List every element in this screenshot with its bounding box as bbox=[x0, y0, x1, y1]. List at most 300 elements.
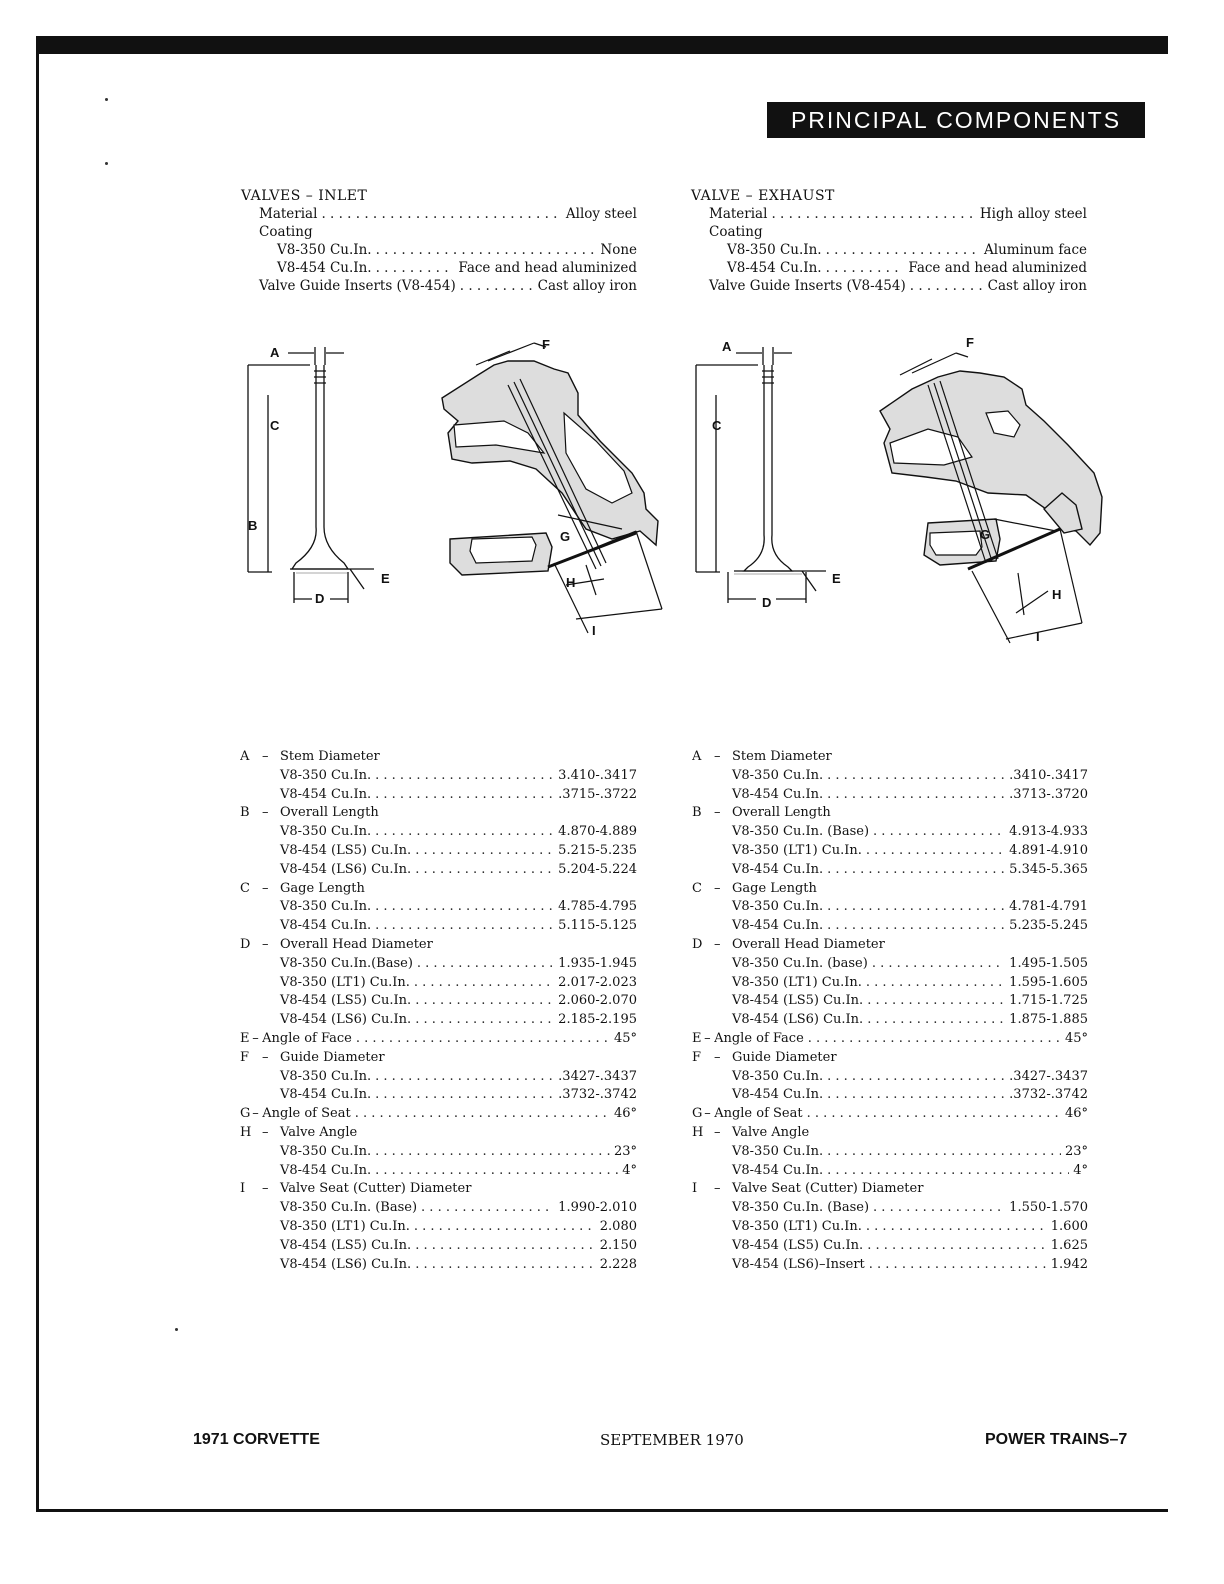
spec-row-value: 2.185-2.195 bbox=[558, 1012, 637, 1028]
spec-row-value: Cast alloy iron bbox=[537, 278, 637, 294]
spec-row-value: 2.150 bbox=[599, 1237, 637, 1253]
spec-row-label: V8-454 Cu.In. bbox=[280, 1162, 372, 1178]
spec-row-value: .3427-.3437 bbox=[1009, 1068, 1088, 1084]
dimension-letter: A bbox=[240, 749, 250, 764]
dimension-letter: C bbox=[692, 880, 702, 896]
dimension-dash: – bbox=[262, 1049, 269, 1065]
spec-row-label: V8-350 (LT1) Cu.In. bbox=[732, 1218, 862, 1234]
dimension-letter: G bbox=[240, 1106, 251, 1122]
spec-row bbox=[240, 1086, 637, 1105]
spec-row-value: 5.235-5.245 bbox=[1009, 918, 1088, 934]
dimension-header bbox=[240, 1105, 637, 1124]
dimension-dash: – bbox=[252, 1106, 259, 1122]
spec-row-value: 5.215-5.235 bbox=[558, 842, 637, 858]
spec-row-value: 4.781-4.791 bbox=[1009, 899, 1088, 915]
label-f: F bbox=[966, 335, 974, 350]
leader-dots bbox=[827, 1086, 1005, 1105]
leader-dots bbox=[827, 917, 1005, 936]
leader-dots bbox=[866, 842, 1005, 861]
spec-row bbox=[240, 1199, 637, 1218]
leader-dots bbox=[415, 1256, 596, 1275]
inlet-spec-title: VALVES – INLET bbox=[241, 188, 368, 204]
spec-row bbox=[691, 277, 1087, 295]
dimension-dash: – bbox=[714, 749, 721, 764]
leader-dots bbox=[414, 1218, 596, 1237]
leader-dots bbox=[827, 861, 1005, 880]
scan-speck bbox=[105, 98, 108, 101]
dimension-name: Overall Length bbox=[280, 805, 379, 821]
spec-row-value: Cast alloy iron bbox=[987, 278, 1087, 294]
dimension-value: 45° bbox=[1064, 1030, 1088, 1046]
leader-dots bbox=[421, 1199, 554, 1218]
inlet-dimensions bbox=[240, 748, 637, 1274]
dimension-name: Stem Diameter bbox=[732, 749, 832, 764]
dimension-header bbox=[240, 936, 637, 955]
spec-row-label: V8-454 Cu.In. bbox=[277, 260, 372, 276]
label-e: E bbox=[381, 571, 390, 586]
spec-row bbox=[692, 1162, 1088, 1181]
spec-row-value: None bbox=[600, 242, 637, 258]
spec-row-value: 4.913-4.933 bbox=[1009, 824, 1088, 840]
spec-row bbox=[692, 823, 1088, 842]
spec-row-label: V8-350 (LT1) Cu.In. bbox=[732, 974, 862, 990]
spec-row-value: .3732-.3742 bbox=[558, 1087, 637, 1103]
spec-row-value: .3732-.3742 bbox=[1009, 1087, 1088, 1103]
spec-row-label: V8-350 Cu.In. (Base) bbox=[732, 1200, 870, 1216]
spec-row bbox=[692, 1256, 1088, 1275]
dimension-header bbox=[692, 1030, 1088, 1049]
dimension-dash: – bbox=[704, 1106, 711, 1122]
spec-row-label: Material bbox=[259, 206, 318, 222]
spec-row-label: V8-454 Cu.In. bbox=[732, 1162, 824, 1178]
spec-row-value: .3410-.3417 bbox=[1009, 767, 1088, 783]
dimension-name: Valve Angle bbox=[280, 1124, 358, 1140]
dimension-dash: – bbox=[262, 749, 269, 764]
dimension-name: Overall Head Diameter bbox=[732, 936, 885, 952]
label-a: A bbox=[722, 339, 732, 354]
leader-dots bbox=[375, 917, 554, 936]
dimension-letter: F bbox=[240, 1049, 250, 1065]
spec-row-label: V8-454 Cu.In. bbox=[732, 786, 824, 802]
dimension-name: Valve Angle bbox=[732, 1124, 810, 1140]
leader-dots bbox=[415, 1237, 596, 1256]
leader-dots bbox=[375, 1143, 610, 1162]
spec-row-value: Alloy steel bbox=[565, 206, 637, 222]
dimension-dash: – bbox=[704, 1030, 711, 1046]
spec-row-value: 1.550-1.570 bbox=[1009, 1200, 1088, 1216]
label-i: I bbox=[592, 623, 596, 638]
leader-dots bbox=[827, 767, 1005, 786]
dimension-dash: – bbox=[714, 805, 721, 821]
spec-row bbox=[692, 1237, 1088, 1256]
spec-row bbox=[692, 842, 1088, 861]
dimension-value: 45° bbox=[613, 1030, 637, 1046]
inlet-spec-block bbox=[241, 187, 637, 295]
spec-row-label: V8-454 Cu.In. bbox=[280, 1087, 372, 1103]
exhaust-head-section bbox=[876, 333, 1108, 653]
label-d: D bbox=[315, 591, 325, 606]
spec-row bbox=[240, 767, 637, 786]
spec-row bbox=[692, 1199, 1088, 1218]
leader-dots bbox=[827, 1068, 1005, 1087]
exhaust-spec-block bbox=[691, 187, 1087, 295]
spec-row-value: High alloy steel bbox=[979, 206, 1087, 222]
dimension-dash: – bbox=[262, 936, 269, 952]
inlet-head-section bbox=[436, 333, 668, 645]
leader-dots bbox=[375, 786, 554, 805]
spec-row-value: 1.875-1.885 bbox=[1009, 1012, 1088, 1028]
spec-row-label: Coating bbox=[259, 224, 313, 240]
dimension-letter: A bbox=[692, 749, 702, 764]
spec-row-label: V8-350 Cu.In. bbox=[732, 1143, 824, 1159]
spec-row-value: .3427-.3437 bbox=[558, 1068, 637, 1084]
label-a: A bbox=[270, 345, 280, 360]
spec-row bbox=[691, 223, 1087, 241]
dimension-name: Valve Seat (Cutter) Diameter bbox=[280, 1181, 472, 1197]
spec-row bbox=[240, 1162, 637, 1181]
spec-row-label: V8-454 (LS5) Cu.In. bbox=[732, 993, 864, 1009]
dimension-dash: – bbox=[252, 1030, 259, 1046]
dimension-name: Guide Diameter bbox=[732, 1049, 837, 1065]
leader-dots bbox=[375, 823, 554, 842]
dimension-name: Valve Seat (Cutter) Diameter bbox=[732, 1181, 924, 1197]
spec-row-value: 4.891-4.910 bbox=[1009, 842, 1088, 858]
spec-row-label: V8-350 Cu.In. bbox=[727, 242, 822, 258]
spec-row-label: V8-350 Cu.In. bbox=[277, 242, 372, 258]
dimension-letter: D bbox=[692, 936, 703, 952]
dimension-header bbox=[692, 1180, 1088, 1199]
spec-row bbox=[240, 1143, 637, 1162]
spec-row-value: 4° bbox=[622, 1162, 637, 1178]
spec-row-label: V8-454 Cu.In. bbox=[732, 918, 824, 934]
spec-row bbox=[240, 898, 637, 917]
spec-row-value: 1.942 bbox=[1050, 1256, 1088, 1272]
dimension-name: Overall Length bbox=[732, 805, 831, 821]
spec-row bbox=[240, 1237, 637, 1256]
exhaust-spec-rows bbox=[691, 205, 1087, 295]
footer-date: SEPTEMBER 1970 bbox=[600, 1431, 744, 1449]
spec-row bbox=[241, 277, 637, 295]
spec-row-value: Face and head aluminized bbox=[908, 260, 1087, 276]
spec-row-value: 4° bbox=[1073, 1162, 1088, 1178]
dimension-letter: E bbox=[240, 1030, 250, 1046]
spec-row bbox=[241, 241, 637, 259]
leader-dots bbox=[415, 1011, 554, 1030]
dimension-letter: D bbox=[240, 936, 251, 952]
dimension-header bbox=[692, 748, 1088, 767]
spec-row-label: V8-454 Cu.In. bbox=[732, 861, 824, 877]
leader-dots bbox=[417, 955, 554, 974]
spec-row-label: Material bbox=[709, 206, 768, 222]
exhaust-valve-diagram bbox=[684, 335, 844, 615]
spec-row-label: V8-454 (LS5) Cu.In. bbox=[280, 993, 412, 1009]
spec-row bbox=[240, 1256, 637, 1275]
label-c: C bbox=[270, 418, 280, 433]
dimension-name: Overall Head Diameter bbox=[280, 936, 433, 952]
spec-row-label: V8-350 (LT1) Cu.In. bbox=[732, 842, 862, 858]
inlet-spec-rows bbox=[241, 205, 637, 295]
spec-row bbox=[240, 842, 637, 861]
dimension-letter: C bbox=[240, 880, 250, 896]
spec-row bbox=[240, 1218, 637, 1237]
spec-row bbox=[241, 223, 637, 241]
spec-row bbox=[241, 259, 637, 277]
spec-row-label: V8-454 (LS6) Cu.In. bbox=[280, 1256, 412, 1272]
spec-row bbox=[240, 1011, 637, 1030]
spec-row bbox=[692, 1086, 1088, 1105]
spec-row-label: V8-350 Cu.In.(Base) bbox=[280, 955, 413, 971]
leader-dots bbox=[872, 955, 1005, 974]
exhaust-dimensions bbox=[692, 748, 1088, 1274]
spec-row-value: .3715-.3722 bbox=[558, 786, 637, 802]
dimension-header bbox=[692, 936, 1088, 955]
dimension-dash: – bbox=[714, 1181, 721, 1197]
spec-row-value: 23° bbox=[1064, 1143, 1088, 1159]
footer-section-page: POWER TRAINS–7 bbox=[985, 1431, 1128, 1448]
dimension-name: Angle of Face bbox=[262, 1030, 352, 1046]
spec-row-label: V8-454 (LS5) Cu.In. bbox=[732, 1237, 864, 1253]
leader-dots bbox=[873, 823, 1005, 842]
dimension-dash: – bbox=[714, 1124, 721, 1140]
leader-dots bbox=[869, 1256, 1047, 1275]
spec-row-label: V8-350 (LT1) Cu.In. bbox=[280, 1218, 410, 1234]
spec-row-label: V8-350 Cu.In. (Base) bbox=[280, 1200, 418, 1216]
dimension-header bbox=[692, 804, 1088, 823]
leader-dots bbox=[807, 1105, 1061, 1124]
spec-row-value: 5.204-5.224 bbox=[558, 861, 637, 877]
spec-row bbox=[691, 205, 1087, 223]
leader-dots bbox=[771, 205, 975, 223]
spec-row-label: V8-454 Cu.In. bbox=[727, 260, 822, 276]
dimension-letter: H bbox=[240, 1124, 252, 1140]
label-g: G bbox=[560, 529, 571, 544]
dimension-header bbox=[692, 880, 1088, 899]
leader-dots bbox=[415, 861, 554, 880]
leader-dots bbox=[827, 1143, 1061, 1162]
spec-row bbox=[692, 955, 1088, 974]
spec-row-label: V8-350 Cu.In. bbox=[280, 1068, 372, 1084]
leader-dots bbox=[375, 1086, 554, 1105]
spec-row-label: V8-454 Cu.In. bbox=[732, 1087, 824, 1103]
spec-row-value: 4.870-4.889 bbox=[558, 824, 637, 840]
spec-row bbox=[240, 974, 637, 993]
dimension-name: Angle of Face bbox=[714, 1030, 804, 1046]
scan-speck bbox=[105, 162, 108, 165]
spec-row-value: 2.017-2.023 bbox=[558, 974, 637, 990]
spec-row-label: V8-350 (LT1) Cu.In. bbox=[280, 974, 410, 990]
leader-dots bbox=[356, 1030, 610, 1049]
spec-row-label: V8-350 Cu.In. bbox=[280, 824, 372, 840]
label-h: H bbox=[1052, 587, 1062, 602]
leader-dots bbox=[415, 992, 554, 1011]
spec-row-value: 1.990-2.010 bbox=[558, 1200, 637, 1216]
spec-row-label: V8-350 Cu.In. bbox=[732, 767, 824, 783]
spec-row-value: 1.595-1.605 bbox=[1009, 974, 1088, 990]
label-e: E bbox=[832, 571, 841, 586]
dimension-dash: – bbox=[262, 1181, 269, 1197]
leader-dots bbox=[460, 277, 534, 295]
dimension-name: Guide Diameter bbox=[280, 1049, 385, 1065]
spec-row-label: V8-350 Cu.In. bbox=[280, 899, 372, 915]
spec-row-value: 1.935-1.945 bbox=[558, 955, 637, 971]
spec-row-value: 1.495-1.505 bbox=[1009, 955, 1088, 971]
label-d: D bbox=[762, 595, 772, 610]
leader-dots bbox=[867, 1011, 1005, 1030]
scan-speck bbox=[175, 1328, 178, 1331]
dimension-dash: – bbox=[262, 880, 269, 896]
spec-row-label: V8-454 (LS6)–Insert bbox=[732, 1256, 865, 1272]
spec-row-label: Valve Guide Inserts (V8-454) bbox=[709, 278, 906, 294]
dimension-header bbox=[692, 1105, 1088, 1124]
spec-row bbox=[692, 898, 1088, 917]
spec-row bbox=[691, 241, 1087, 259]
spec-row-value: 3.410-.3417 bbox=[558, 767, 637, 783]
spec-row-label: Valve Guide Inserts (V8-454) bbox=[259, 278, 456, 294]
leader-dots bbox=[910, 277, 984, 295]
dimension-letter: F bbox=[692, 1049, 702, 1065]
dimension-letter: I bbox=[240, 1181, 246, 1197]
dimension-letter: B bbox=[240, 805, 250, 821]
dimension-header bbox=[240, 1030, 637, 1049]
dimension-letter: I bbox=[692, 1181, 698, 1197]
spec-row-value: 1.625 bbox=[1050, 1237, 1088, 1253]
spec-row-label: V8-350 Cu.In. (Base) bbox=[732, 824, 870, 840]
dimension-letter: H bbox=[692, 1124, 704, 1140]
leader-dots bbox=[415, 842, 554, 861]
dimension-header bbox=[240, 1180, 637, 1199]
spec-row-value: 5.115-5.125 bbox=[558, 918, 637, 934]
spec-row-label: V8-454 (LS5) Cu.In. bbox=[280, 1237, 412, 1253]
bottom-rule bbox=[36, 1509, 1168, 1512]
dimension-letter: G bbox=[692, 1106, 703, 1122]
dimension-dash: – bbox=[262, 1124, 269, 1140]
spec-row bbox=[240, 823, 637, 842]
spec-row bbox=[240, 861, 637, 880]
leader-dots bbox=[873, 1199, 1005, 1218]
dimension-name: Angle of Seat bbox=[262, 1106, 351, 1122]
footer-model: 1971 CORVETTE bbox=[193, 1431, 320, 1448]
leader-dots bbox=[808, 1030, 1061, 1049]
spec-row-label: V8-350 Cu.In. bbox=[732, 1068, 824, 1084]
label-i: I bbox=[1036, 629, 1040, 644]
spec-row bbox=[240, 786, 637, 805]
leader-dots bbox=[867, 992, 1005, 1011]
spec-row-value: Face and head aluminized bbox=[458, 260, 637, 276]
leader-dots bbox=[866, 1218, 1047, 1237]
dimension-header bbox=[240, 804, 637, 823]
label-f: F bbox=[542, 337, 550, 352]
leader-dots bbox=[376, 241, 597, 259]
label-g: G bbox=[980, 527, 991, 542]
spec-row-label: V8-454 Cu.In. bbox=[280, 786, 372, 802]
dimension-dash: – bbox=[714, 936, 721, 952]
dimension-value: 46° bbox=[613, 1106, 637, 1122]
dimension-header bbox=[240, 748, 637, 767]
top-rule bbox=[36, 36, 1168, 54]
leader-dots bbox=[867, 1237, 1047, 1256]
label-c: C bbox=[712, 418, 722, 433]
section-heading: PRINCIPAL COMPONENTS bbox=[767, 102, 1145, 138]
dimension-letter: B bbox=[692, 805, 702, 821]
spec-row-value: 5.345-5.365 bbox=[1009, 861, 1088, 877]
dimension-header bbox=[240, 880, 637, 899]
spec-row bbox=[692, 861, 1088, 880]
spec-row-label: V8-350 Cu.In. bbox=[732, 899, 824, 915]
spec-row bbox=[692, 917, 1088, 936]
spec-row-label: V8-454 (LS6) Cu.In. bbox=[732, 1012, 864, 1028]
leader-dots bbox=[375, 1162, 618, 1181]
leader-dots bbox=[826, 259, 905, 277]
spec-row-label: V8-454 (LS6) Cu.In. bbox=[280, 861, 412, 877]
dimension-name: Gage Length bbox=[732, 880, 817, 896]
leader-dots bbox=[414, 974, 554, 993]
leader-dots bbox=[827, 898, 1005, 917]
spec-row-label: V8-454 Cu.In. bbox=[280, 918, 372, 934]
dimension-value: 46° bbox=[1064, 1106, 1088, 1122]
spec-row-label: Coating bbox=[709, 224, 763, 240]
dimension-dash: – bbox=[262, 805, 269, 821]
leader-dots bbox=[827, 786, 1005, 805]
leader-dots bbox=[375, 1068, 554, 1087]
leader-dots bbox=[375, 767, 554, 786]
spec-row-value: 1.600 bbox=[1050, 1218, 1088, 1234]
spec-row-value: 1.715-1.725 bbox=[1009, 993, 1088, 1009]
spec-row-value: 23° bbox=[613, 1143, 637, 1159]
spec-row bbox=[692, 1143, 1088, 1162]
dimension-name: Gage Length bbox=[280, 880, 365, 896]
leader-dots bbox=[355, 1105, 610, 1124]
dimension-dash: – bbox=[714, 880, 721, 896]
dimension-header bbox=[240, 1049, 637, 1068]
spec-row bbox=[241, 205, 637, 223]
spec-row bbox=[692, 1068, 1088, 1087]
exhaust-spec-title: VALVE – EXHAUST bbox=[691, 188, 835, 204]
spec-row bbox=[240, 992, 637, 1011]
spec-row bbox=[240, 955, 637, 974]
spec-row-label: V8-350 Cu.In. bbox=[280, 767, 372, 783]
dimension-name: Stem Diameter bbox=[280, 749, 380, 764]
spec-row bbox=[691, 259, 1087, 277]
spec-row-value: 4.785-4.795 bbox=[558, 899, 637, 915]
spec-row bbox=[692, 767, 1088, 786]
label-b: B bbox=[248, 518, 258, 533]
spec-row bbox=[692, 992, 1088, 1011]
leader-dots bbox=[826, 241, 980, 259]
leader-dots bbox=[321, 205, 561, 223]
spec-row-value: 2.060-2.070 bbox=[558, 993, 637, 1009]
spec-row-value: 2.080 bbox=[599, 1218, 637, 1234]
spec-row bbox=[692, 1218, 1088, 1237]
dimension-letter: E bbox=[692, 1030, 702, 1046]
dimension-header bbox=[692, 1049, 1088, 1068]
spec-row bbox=[240, 917, 637, 936]
spec-row-label: V8-454 (LS6) Cu.In. bbox=[280, 1012, 412, 1028]
left-rule bbox=[36, 36, 39, 1512]
spec-row-value: 2.228 bbox=[599, 1256, 637, 1272]
dimension-header bbox=[240, 1124, 637, 1143]
spec-row-label: V8-454 (LS5) Cu.In. bbox=[280, 842, 412, 858]
dimension-header bbox=[692, 1124, 1088, 1143]
spec-row-label: V8-350 Cu.In. bbox=[280, 1143, 372, 1159]
spec-row bbox=[240, 1068, 637, 1087]
spec-row bbox=[692, 786, 1088, 805]
spec-row bbox=[692, 1011, 1088, 1030]
leader-dots bbox=[866, 974, 1005, 993]
spec-row-label: V8-350 Cu.In. (base) bbox=[732, 955, 868, 971]
inlet-valve-diagram bbox=[236, 335, 396, 615]
dimension-name: Angle of Seat bbox=[714, 1106, 803, 1122]
spec-row-value: Aluminum face bbox=[984, 242, 1087, 258]
